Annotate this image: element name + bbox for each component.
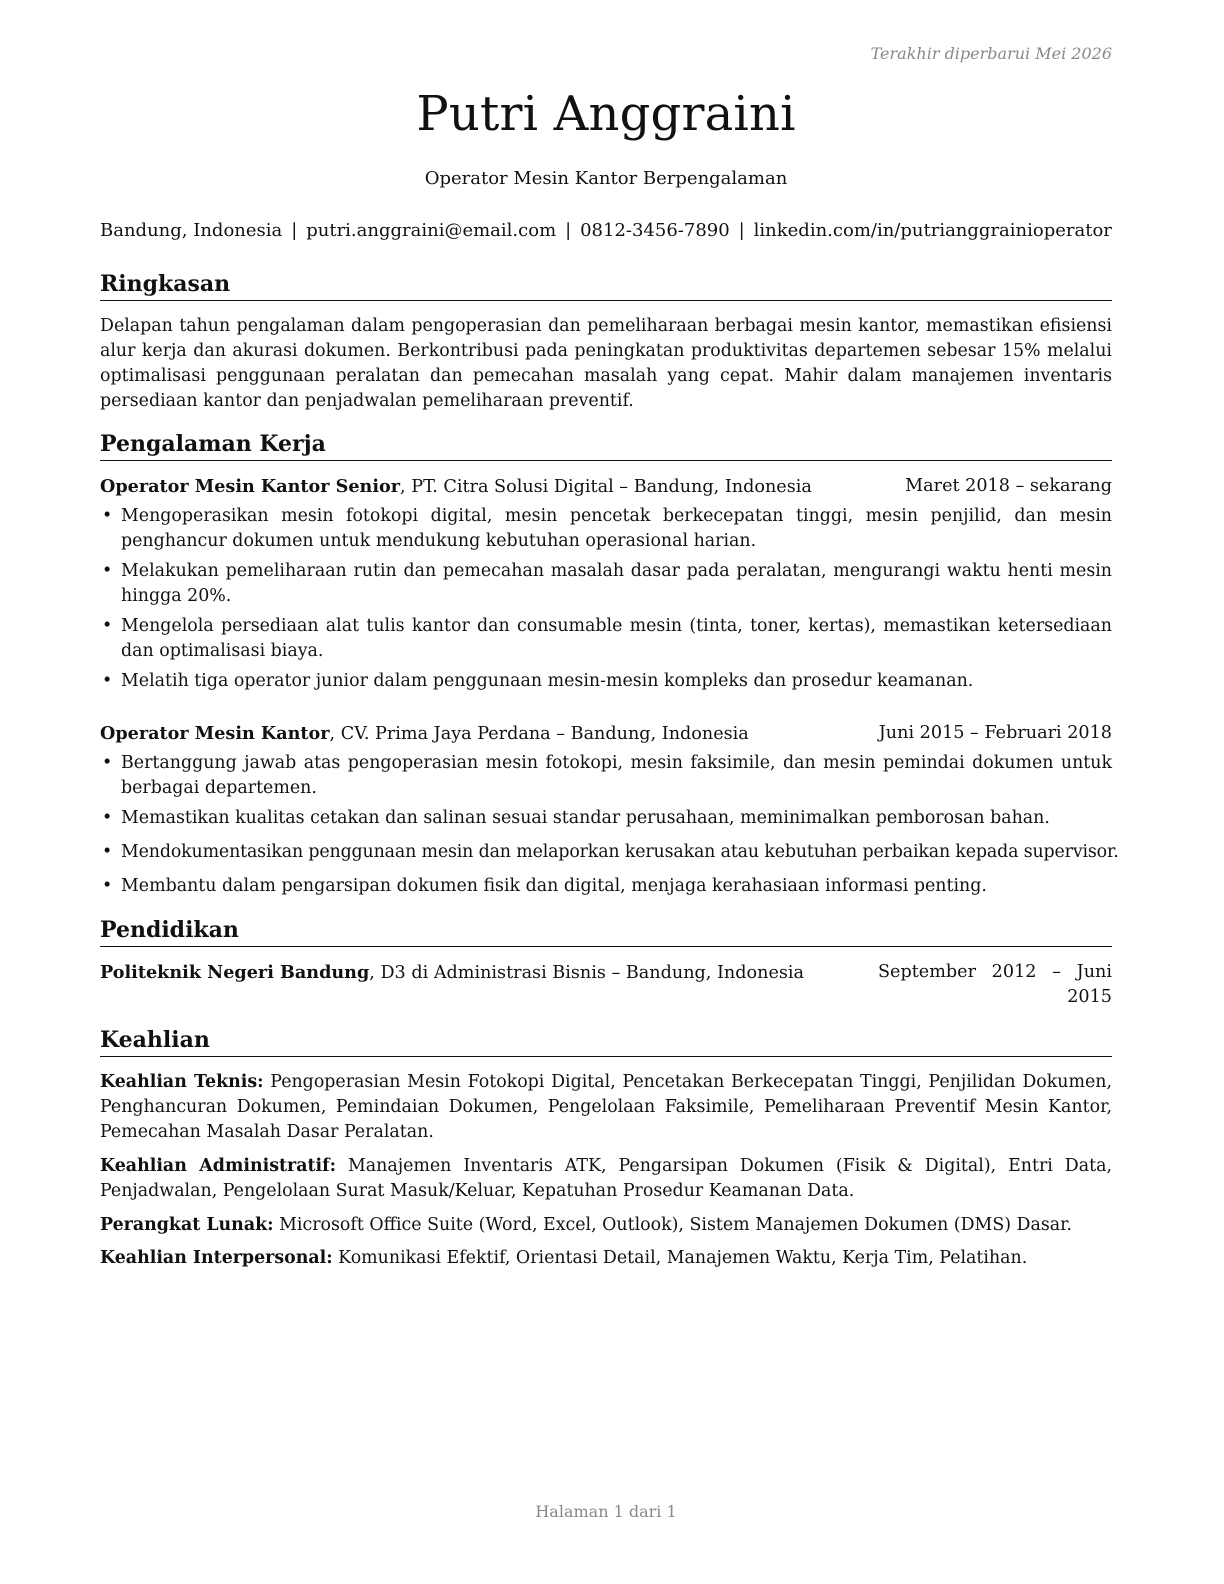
bullet-icon: •: [102, 561, 113, 581]
job-company: , CV. Prima Jaya Perdana – Bandung, Indonesia: [329, 724, 749, 744]
job-company: , PT. Citra Solusi Digital – Bandung, Indonesia: [400, 477, 812, 497]
contact-separator: |: [565, 220, 572, 241]
contact-separator: |: [291, 220, 298, 241]
skill-text: Pengoperasian Mesin Fotokopi Digital, Pencetakan Berkecepatan Tinggi, Penjilidan Dokumen, Penghancuran Dokumen, Pemindaian Dokumen, Pengelolaan Faksimile, Pemeliharaan Preventif Mesin Kantor, Pemecahan Masalah Dasar Peralatan.: [100, 1072, 1112, 1142]
bullet-icon: •: [102, 506, 113, 526]
job-dates: Maret 2018 – sekarang: [905, 476, 1112, 496]
skill-item: [100, 1246, 1112, 1271]
skill-label: Keahlian Teknis:: [100, 1072, 264, 1092]
skill-text: Microsoft Office Suite (Word, Excel, Outlook), Sistem Manajemen Dokumen (DMS) Dasar.: [273, 1215, 1073, 1235]
contact-location: Bandung, Indonesia: [100, 220, 283, 241]
skill-item: [100, 1154, 1112, 1204]
job-header: [100, 721, 1112, 747]
bullet-icon: •: [102, 808, 113, 828]
job-title-line: [100, 721, 749, 747]
job-bullet: • Melakukan pemeliharaan rutin dan pemecahan masalah dasar pada peralatan, mengurangi waktu henti mesin hingga 20%.: [102, 561, 1112, 606]
job-bullet: • Membantu dalam pengarsipan dokumen fisik dan digital, menjaga kerahasiaan informasi penting.: [100, 874, 1112, 899]
skill-item: [100, 1213, 1112, 1238]
candidate-name: Putri Anggraini: [416, 86, 796, 142]
skill-text: Komunikasi Efektif, Orientasi Detail, Manajemen Waktu, Kerja Tim, Pelatihan.: [332, 1248, 1028, 1268]
summary-text: Delapan tahun pengalaman dalam pengoperasian dan pemeliharaan berbagai mesin kantor, memastikan efisiensi alur kerja dan akurasi dokumen. Berkontribusi pada peningkatan produktivitas departemen sebesar 15% melalui optimalisasi penggunaan peralatan dan pemecahan masalah yang cepat. Mahir dalam manajemen inventaris persediaan kantor dan penjadwalan pemeliharaan preventif.: [100, 316, 1112, 411]
bullet-icon: •: [102, 876, 113, 896]
section-title-summary: Ringkasan: [100, 270, 1112, 301]
section-title-experience: Pengalaman Kerja: [100, 430, 1112, 461]
job-dates: Juni 2015 – Februari 2018: [878, 723, 1112, 743]
job-bullet: • Bertanggung jawab atas pengoperasian mesin fotokopi, mesin faksimile, dan mesin pemindai dokumen untuk berbagai departemen.: [102, 753, 1112, 798]
section-title-education: Pendidikan: [100, 916, 1112, 947]
skill-label: Keahlian Administratif:: [100, 1156, 337, 1176]
bullet-icon: •: [102, 842, 113, 862]
job-role: Operator Mesin Kantor: [100, 723, 330, 744]
job-bullet: • Melatih tiga operator junior dalam penggunaan mesin-mesin kompleks dan prosedur keamanan.: [100, 669, 1112, 694]
resume-page: [100, 0, 1119, 1584]
job-header: [100, 474, 1112, 500]
bullet-icon: •: [102, 616, 113, 636]
job-bullet: • Memastikan kualitas cetakan dan salinan sesuai standar perusahaan, meminimalkan pemborosan bahan.: [100, 806, 1112, 831]
job-title-line: [100, 474, 812, 500]
candidate-tagline: Operator Mesin Kantor Berpengalaman: [424, 168, 788, 189]
education-dates: September 2012 – Juni 2015: [878, 962, 1112, 1007]
job-bullet: • Mendokumentasikan penggunaan mesin dan melaporkan kerusakan atau kebutuhan perbaikan kepada supervisor.: [100, 840, 1112, 865]
skill-label: Perangkat Lunak:: [100, 1215, 274, 1235]
education-school: Politeknik Negeri Bandung: [100, 962, 370, 983]
education-line: [100, 960, 804, 986]
skill-item: [100, 1070, 1112, 1145]
job-bullets: [100, 751, 1119, 899]
last-updated-note: Terakhir diperbarui Mei 2026: [870, 44, 1112, 63]
skill-label: Keahlian Interpersonal:: [100, 1248, 333, 1268]
bullet-icon: •: [102, 671, 113, 691]
bullet-icon: •: [102, 753, 113, 773]
job-role: Operator Mesin Kantor Senior: [100, 476, 401, 497]
section-title-skills: Keahlian: [100, 1026, 1112, 1057]
education-entry: [100, 960, 1112, 1010]
job-bullets: [100, 504, 1112, 694]
job-bullet: • Mengelola persediaan alat tulis kantor dan consumable mesin (tinta, toner, kertas), memastikan ketersediaan dan optimalisasi biaya.: [102, 616, 1112, 661]
contact-linkedin[interactable]: linkedin.com/in/putrianggrainioperator: [753, 220, 1112, 241]
job-bullet: • Mengoperasikan mesin fotokopi digital, mesin pencetak berkecepatan tinggi, mesin penjilid, dan mesin penghancur dokumen untuk mendukung kebutuhan operasional harian.: [102, 506, 1112, 551]
page-number: Halaman 1 dari 1: [535, 1502, 677, 1521]
contact-separator: |: [738, 220, 745, 241]
education-detail: , D3 di Administrasi Bisnis – Bandung, Indonesia: [369, 963, 805, 983]
contact-email[interactable]: putri.anggraini@email.com: [306, 220, 557, 241]
contact-line: [100, 220, 1112, 241]
contact-phone: 0812-3456-7890: [580, 220, 730, 241]
skill-text: Manajemen Inventaris ATK, Pengarsipan Dokumen (Fisik & Digital), Entri Data, Penjadwalan, Pengelolaan Surat Masuk/Keluar, Kepatuhan Prosedur Keamanan Data.: [100, 1156, 1113, 1201]
